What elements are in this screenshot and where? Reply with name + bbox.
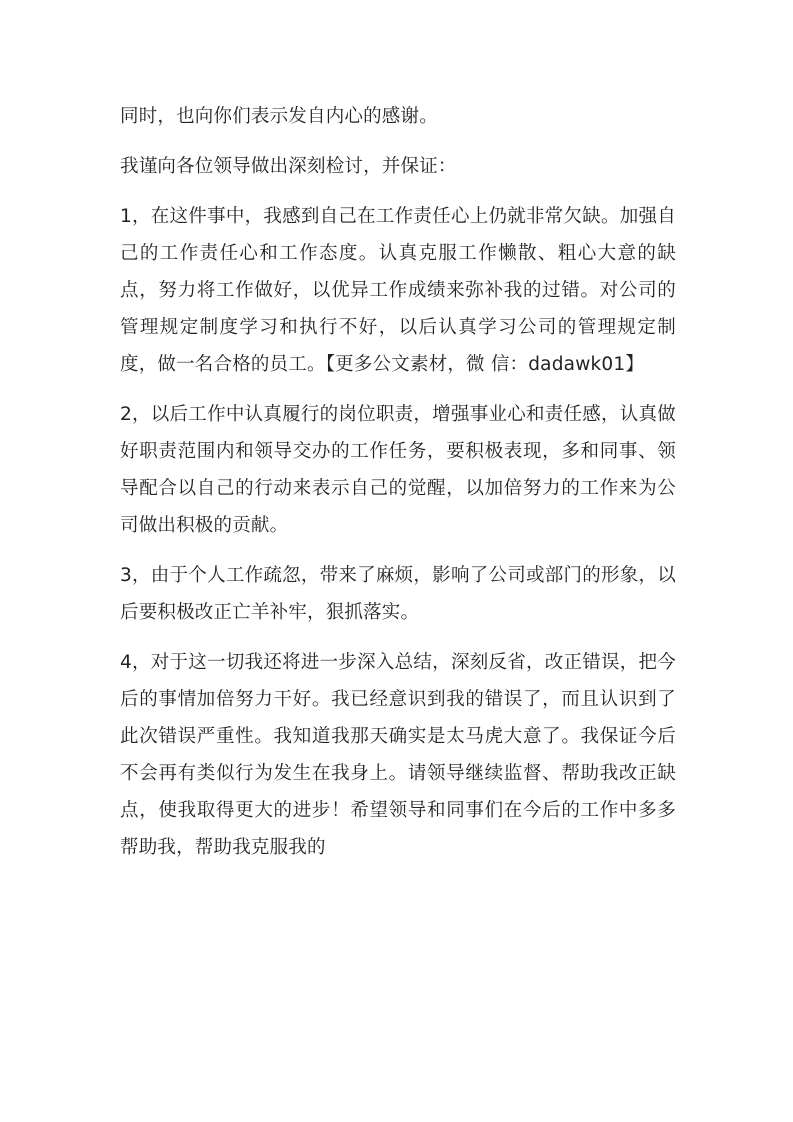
paragraph-point-1: 1，在这件事中，我感到自己在工作责任心上仍就非常欠缺。加强自己的工作责任心和工作态度。认真克服工作懒散、粗心大意的缺点，努力将工作做好，以优异工作成绩来弥补我的过错。对公司的管理规定制度学习和执行不好，以后认真学习公司的管理规定制度，做一名合格的员工。【更多公文素材，微 信：dadawk01】: [120, 206, 676, 375]
paragraph-thanks: 同时，也向你们表示发自内心的感谢。: [120, 106, 438, 127]
paragraph-point-4: 4，对于这一切我还将进一步深入总结，深刻反省，改正错误，把今后的事情加倍努力干好。我已经意识到我的错误了，而且认识到了此次错误严重性。我知道我那天确实是太马虎大意了。我保证今后不会再有类似行为发生在我身上。请领导继续监督、帮助我改正缺点，使我取得更大的进步！希望领导和同事们在今后的工作中多多帮助我，帮助我克服我的: [120, 652, 676, 858]
paragraph-point-3: 3，由于个人工作疏忽，带来了麻烦，影响了公司或部门的形象，以后要积极改正亡羊补牢，狠抓落实。: [120, 565, 676, 623]
document-body: [120, 98, 676, 879]
paragraph-point-2: 2，以后工作中认真履行的岗位职责，增强事业心和责任感，认真做好职责范围内和领导交办的工作任务，要积极表现，多和同事、领导配合以自己的行动来表示自己的觉醒，以加倍努力的工作来为公司做出积极的贡献。: [120, 404, 676, 536]
paragraph-pledge-intro: 我谨向各位领导做出深刻检讨，并保证：: [120, 156, 457, 177]
